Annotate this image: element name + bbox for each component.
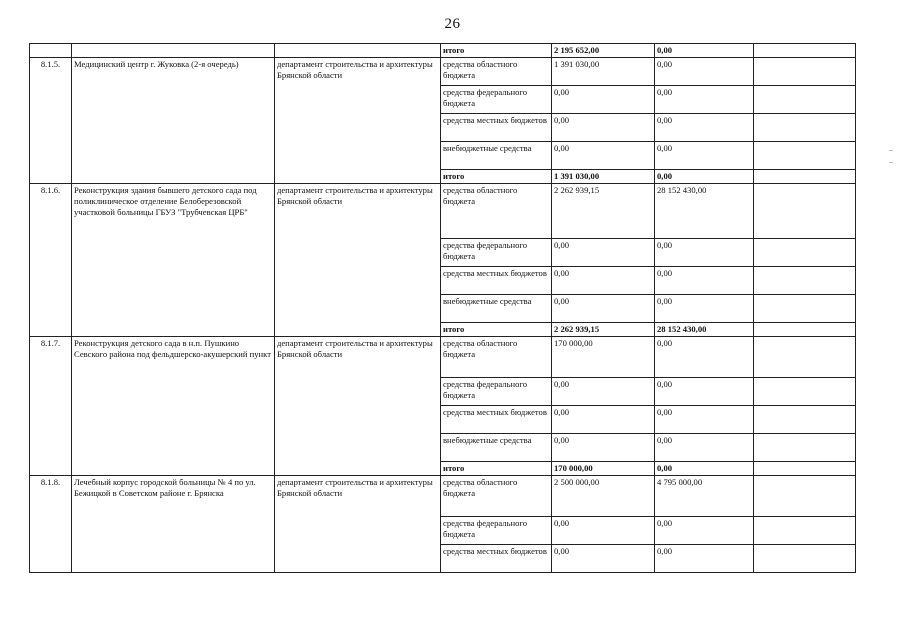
funding-source: средства федерального бюджета	[441, 86, 552, 114]
total-2021: 0,00	[655, 462, 754, 476]
funding-source: средства федерального бюджета	[441, 378, 552, 406]
amount-2020: 0,00	[552, 86, 655, 114]
funding-source: средства местных бюджетов	[441, 545, 552, 573]
amount-2021: 0,00	[655, 295, 754, 323]
item-department: департамент строительства и архитектуры Брянской области	[275, 337, 441, 476]
item-name	[72, 44, 275, 58]
source-row	[30, 58, 856, 86]
amount-2020: 0,00	[552, 267, 655, 295]
amount-2020: 2 262 939,15	[552, 184, 655, 239]
item-name: Реконструкция детского сада в н.п. Пушкино Севского района под фельдшерско-акушерский пункт	[72, 337, 275, 476]
item-name: Лечебный корпус городской больницы № 4 по ул. Бежицкой в Советском районе г. Брянска	[72, 476, 275, 573]
amount-2021: 4 795 000,00	[655, 476, 754, 517]
page-number: 26	[444, 16, 461, 32]
funding-source: средства областного бюджета	[441, 184, 552, 239]
amount-2021: 28 152 430,00	[655, 184, 754, 239]
total-2021: 0,00	[655, 44, 754, 58]
total-label: итого	[441, 462, 552, 476]
funding-source: средства областного бюджета	[441, 476, 552, 517]
amount-2020: 0,00	[552, 142, 655, 170]
amount-2020: 0,00	[552, 545, 655, 573]
total-label: итого	[441, 323, 552, 337]
amount-2021: 0,00	[655, 337, 754, 378]
amount-2020: 0,00	[552, 114, 655, 142]
amount-2020: 0,00	[552, 434, 655, 462]
empty-cell	[754, 406, 856, 434]
item-department: департамент строительства и архитектуры Брянской области	[275, 476, 441, 573]
amount-2021: 0,00	[655, 267, 754, 295]
amount-2021: 0,00	[655, 406, 754, 434]
funding-source: средства федерального бюджета	[441, 517, 552, 545]
amount-2021: 0,00	[655, 545, 754, 573]
total-2021: 0,00	[655, 170, 754, 184]
empty-cell	[754, 184, 856, 239]
amount-2020: 0,00	[552, 295, 655, 323]
amount-2020: 0,00	[552, 517, 655, 545]
empty-cell	[754, 239, 856, 267]
total-label: итого	[441, 170, 552, 184]
funding-source: внебюджетные средства	[441, 295, 552, 323]
item-name: Медицинский центр г. Жуковка (2-я очередь)	[72, 58, 275, 184]
funding-source: средства областного бюджета	[441, 58, 552, 86]
empty-cell	[754, 323, 856, 337]
empty-cell	[754, 545, 856, 573]
item-department	[275, 44, 441, 58]
item-department: департамент строительства и архитектуры Брянской области	[275, 58, 441, 184]
amount-2020: 0,00	[552, 406, 655, 434]
empty-cell	[754, 170, 856, 184]
amount-2021: 0,00	[655, 434, 754, 462]
item-department: департамент строительства и архитектуры Брянской области	[275, 184, 441, 337]
amount-2020: 1 391 030,00	[552, 58, 655, 86]
total-row	[30, 44, 856, 58]
amount-2021: 0,00	[655, 378, 754, 406]
empty-cell	[754, 476, 856, 517]
funding-source: внебюджетные средства	[441, 434, 552, 462]
empty-cell	[754, 58, 856, 86]
empty-cell	[754, 295, 856, 323]
funding-source: внебюджетные средства	[441, 142, 552, 170]
amount-2021: 0,00	[655, 142, 754, 170]
scan-artifact	[889, 150, 893, 151]
item-code	[30, 44, 72, 58]
empty-cell	[754, 114, 856, 142]
total-2021: 28 152 430,00	[655, 323, 754, 337]
total-2020: 1 391 030,00	[552, 170, 655, 184]
funding-source: средства местных бюджетов	[441, 267, 552, 295]
empty-cell	[754, 434, 856, 462]
budget-table	[29, 43, 856, 573]
empty-cell	[754, 142, 856, 170]
item-code: 8.1.8.	[30, 476, 72, 573]
item-code: 8.1.6.	[30, 184, 72, 337]
amount-2021: 0,00	[655, 517, 754, 545]
empty-cell	[754, 86, 856, 114]
empty-cell	[754, 44, 856, 58]
funding-source: средства местных бюджетов	[441, 114, 552, 142]
amount-2021: 0,00	[655, 58, 754, 86]
source-row	[30, 476, 856, 517]
total-label: итого	[441, 44, 552, 58]
total-2020: 2 262 939,15	[552, 323, 655, 337]
empty-cell	[754, 337, 856, 378]
amount-2020: 0,00	[552, 239, 655, 267]
item-name: Реконструкция здания бывшего детского сада под поликлиническое отделение Белоберезовской участковой больницы ГБУЗ "Трубчевская ЦРБ"	[72, 184, 275, 337]
item-code: 8.1.5.	[30, 58, 72, 184]
amount-2020: 170 000,00	[552, 337, 655, 378]
amount-2021: 0,00	[655, 114, 754, 142]
empty-cell	[754, 517, 856, 545]
amount-2021: 0,00	[655, 239, 754, 267]
amount-2021: 0,00	[655, 86, 754, 114]
empty-cell	[754, 267, 856, 295]
empty-cell	[754, 462, 856, 476]
funding-source: средства областного бюджета	[441, 337, 552, 378]
funding-source: средства местных бюджетов	[441, 406, 552, 434]
total-2020: 170 000,00	[552, 462, 655, 476]
source-row	[30, 337, 856, 378]
item-code: 8.1.7.	[30, 337, 72, 476]
total-2020: 2 195 652,00	[552, 44, 655, 58]
source-row	[30, 184, 856, 239]
amount-2020: 0,00	[552, 378, 655, 406]
scan-artifact	[889, 162, 893, 163]
amount-2020: 2 500 000,00	[552, 476, 655, 517]
funding-source: средства федерального бюджета	[441, 239, 552, 267]
empty-cell	[754, 378, 856, 406]
